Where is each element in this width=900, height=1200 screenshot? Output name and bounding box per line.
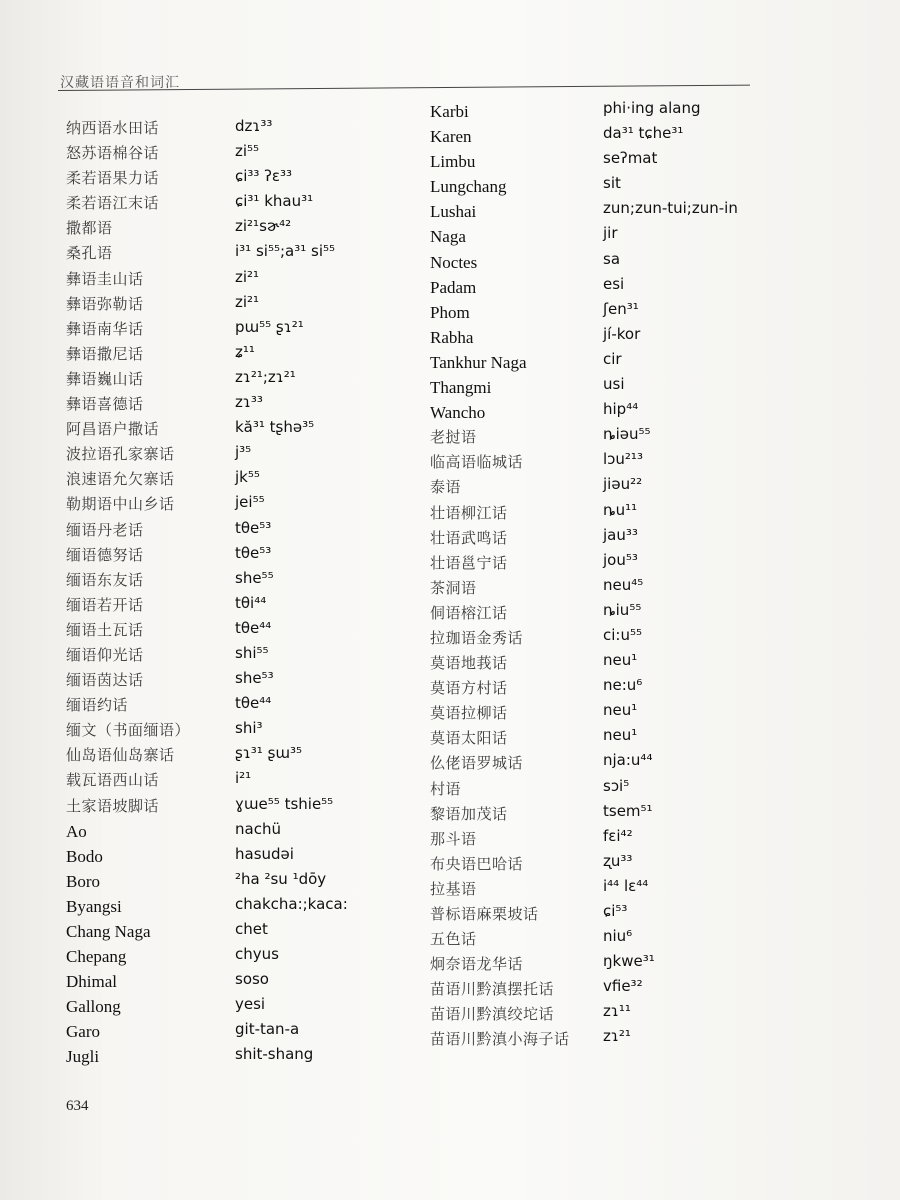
language-name: 桑孔语: [66, 244, 113, 263]
language-name: Garo: [66, 1022, 100, 1042]
word-form: neu¹: [603, 726, 638, 745]
word-form: ɕi³¹ khau³¹: [235, 192, 314, 211]
language-name: 苗语川黔滇小海子话: [430, 1030, 570, 1049]
word-form: i²¹: [235, 769, 252, 788]
word-form: zi²¹: [235, 292, 260, 311]
language-name: 仫佬语罗城话: [430, 754, 524, 773]
word-form: neu¹: [603, 701, 638, 720]
word-form: shit-shang: [235, 1045, 314, 1064]
page-number: 634: [66, 1098, 89, 1114]
word-form: usi: [603, 375, 625, 394]
language-name: Tankhur Naga: [430, 352, 527, 372]
language-name: Chang Naga: [66, 922, 151, 941]
word-form: ɣɯe⁵⁵ tshie⁵⁵: [235, 794, 334, 813]
word-form: ɕi⁵³: [603, 902, 628, 920]
language-name: 老挝语: [430, 428, 477, 447]
word-form: zi²¹: [235, 267, 260, 286]
word-form: chyus: [235, 945, 279, 964]
language-name: 彝语圭山话: [66, 269, 144, 288]
word-form: chakcha:;kaca:: [235, 894, 348, 913]
running-header: 汉藏语语音和词汇: [60, 75, 180, 91]
language-name: 阿昌语户撒话: [66, 420, 160, 439]
word-form: jou⁵³: [603, 550, 638, 569]
word-form: ʐu³³: [603, 851, 633, 870]
word-form: zɿ²¹: [603, 1027, 631, 1046]
language-name: Gallong: [66, 997, 121, 1017]
language-name: 缅语丹老话: [66, 520, 144, 539]
language-name: 布央语巴哈话: [430, 854, 524, 873]
language-name: 拉基语: [430, 879, 477, 898]
language-name: 壮语邕宁话: [430, 553, 508, 572]
word-form: sɔi⁵: [603, 776, 630, 795]
language-name: 怒苏语棉谷话: [66, 144, 160, 163]
language-name: 缅语仰光话: [66, 645, 144, 664]
language-name: 浪速语允欠寨话: [66, 470, 175, 489]
language-name: Limbu: [430, 152, 476, 172]
language-name: 炯奈语龙华话: [430, 955, 524, 974]
word-form: jí-kor: [603, 324, 641, 343]
language-name: 壮语武鸣话: [430, 528, 508, 547]
language-name: Wancho: [430, 403, 486, 423]
language-name: Boro: [66, 871, 100, 891]
word-form: sit: [603, 174, 621, 193]
word-form: she⁵³: [235, 669, 274, 688]
language-name: 黎语加茂话: [430, 804, 508, 823]
language-name: Jugli: [66, 1047, 100, 1067]
word-form: ȵu¹¹: [603, 500, 638, 519]
word-form: ʃen³¹: [603, 299, 639, 318]
language-name: 茶洞语: [430, 578, 477, 597]
language-name: 彝语喜德话: [66, 395, 144, 414]
word-form: tsem⁵¹: [603, 801, 653, 820]
word-form: niu⁶: [603, 927, 633, 946]
language-name: Ao: [66, 821, 87, 841]
word-form: i⁴⁴ lɛ⁴⁴: [603, 876, 649, 895]
word-form: tθe⁴⁴: [235, 694, 272, 713]
word-form: fɛi⁴²: [603, 826, 633, 845]
language-name: 土家语坡脚话: [66, 796, 160, 815]
word-form: j³⁵: [235, 443, 252, 462]
word-form: seʔmat: [603, 149, 658, 168]
language-name: Phom: [430, 302, 470, 322]
language-name: 莫语太阳话: [430, 729, 508, 748]
word-form: ʑ¹¹: [235, 342, 255, 361]
language-name: Rabha: [430, 327, 474, 347]
word-form: yesi: [235, 995, 266, 1014]
language-name: 莫语地莪话: [430, 654, 508, 673]
language-name: Bodo: [66, 846, 103, 866]
word-form: ne:u⁶: [603, 676, 643, 695]
word-form: pɯ⁵⁵ ʂɿ²¹: [235, 317, 304, 336]
word-form: tθe⁵³: [235, 543, 272, 562]
language-name: 五色话: [430, 930, 477, 949]
language-name: 载瓦语西山话: [66, 771, 160, 790]
word-form: tθe⁵³: [235, 518, 272, 537]
word-form: she⁵⁵: [235, 568, 274, 587]
word-form: cir: [603, 349, 622, 368]
word-form: zɿ³³: [235, 393, 263, 412]
word-form: ²ha ²su ¹dōy: [235, 869, 327, 888]
language-name: Dhimal: [66, 972, 117, 992]
word-form: jiəu²²: [603, 475, 643, 494]
word-form: ʂɿ³¹ ʂɯ³⁵: [235, 744, 303, 763]
language-name: 苗语川黔滇绞坨话: [430, 1005, 555, 1024]
word-form: shi⁵⁵: [235, 643, 269, 662]
language-name: 拉珈语金秀话: [430, 628, 524, 647]
word-form: vfie³²: [603, 977, 643, 996]
word-form: tθe⁴⁴: [235, 618, 272, 637]
language-name: 壮语柳江话: [430, 503, 508, 522]
language-name: 临高语临城话: [430, 453, 524, 472]
right-language-column: [430, 99, 570, 1053]
language-name: 纳西语水田话: [66, 119, 160, 137]
left-language-column: [66, 116, 190, 1070]
language-name: 柔若语江末话: [66, 194, 160, 213]
word-form: hasudəi: [235, 844, 294, 863]
word-form: ŋkwe³¹: [603, 952, 655, 971]
word-form: soso: [235, 970, 269, 989]
language-name: Chepang: [66, 947, 127, 967]
language-name: 那斗语: [430, 829, 477, 848]
word-form: zun;zun-tui;zun-in: [603, 199, 738, 218]
word-form: jei⁵⁵: [235, 493, 265, 512]
language-name: 缅语约话: [66, 696, 129, 715]
word-form: zɿ¹¹: [603, 1002, 631, 1021]
word-form: zi²¹sɚ⁴²: [235, 217, 292, 236]
language-name: 彝语弥勒话: [66, 294, 144, 313]
word-form: esi: [603, 274, 625, 293]
word-form: tθi⁴⁴: [235, 593, 267, 612]
word-form: neu⁴⁵: [603, 575, 644, 594]
language-name: 缅语德努话: [66, 545, 144, 564]
language-name: Noctes: [430, 252, 478, 272]
language-name: Karen: [430, 127, 472, 147]
language-name: Padam: [430, 277, 477, 297]
language-name: 村语: [430, 779, 462, 798]
language-name: 缅语若开话: [66, 595, 144, 614]
language-name: Thangmi: [430, 378, 492, 398]
word-form: ȵiəu⁵⁵: [603, 425, 651, 444]
language-name: 莫语方村话: [430, 679, 508, 698]
word-form: nachü: [235, 819, 281, 838]
language-name: Byangsi: [66, 896, 122, 916]
language-name: 泰语: [430, 478, 462, 497]
language-name: Naga: [430, 227, 466, 247]
word-form: chet: [235, 920, 268, 938]
word-form: phi·ing alang: [603, 99, 701, 117]
word-form: ci:u⁵⁵: [603, 625, 643, 644]
language-name: 撒都语: [66, 219, 113, 238]
language-name: 缅文（书面缅语）: [66, 721, 191, 740]
language-name: Lushai: [430, 202, 477, 222]
word-form: da³¹ tɕhe³¹: [603, 124, 684, 143]
left-form-column: [235, 114, 348, 1068]
word-form: zɿ²¹;zɿ²¹: [235, 367, 296, 386]
language-name: 缅语土瓦话: [66, 620, 144, 639]
word-form: ȵiu⁵⁵: [603, 600, 642, 619]
language-name: 缅语茵达话: [66, 671, 144, 690]
language-name: 彝语撒尼话: [66, 344, 144, 363]
language-name: 仙岛语仙岛寨话: [66, 746, 175, 765]
language-name: 苗语川黔滇摆托话: [430, 980, 555, 999]
word-form: jir: [603, 224, 618, 243]
language-name: 彝语南华话: [66, 319, 144, 338]
word-form: zi⁵⁵: [235, 142, 260, 161]
language-name: 波拉语孔家寨话: [66, 445, 175, 464]
word-form: nja:u⁴⁴: [603, 751, 653, 770]
word-form: jk⁵⁵: [235, 468, 260, 487]
word-form: ɕi³³ ʔɛ³³: [235, 167, 292, 186]
word-form: sa: [603, 249, 621, 268]
language-name: 侗语榕江话: [430, 603, 508, 622]
word-form: git-tan-a: [235, 1020, 300, 1039]
word-form: jau³³: [603, 525, 638, 544]
word-form: neu¹: [603, 651, 638, 670]
word-form: i³¹ si⁵⁵;a³¹ si⁵⁵: [235, 242, 336, 261]
word-form: shi³: [235, 719, 263, 738]
word-form: dzɿ³³: [235, 117, 273, 135]
word-form: lɔu²¹³: [603, 450, 643, 469]
language-name: 彝语巍山话: [66, 369, 144, 388]
word-form: kă³¹ tʂhə³⁵: [235, 418, 315, 437]
language-name: Karbi: [430, 102, 469, 121]
language-name: 缅语东友话: [66, 570, 144, 589]
language-name: Lungchang: [430, 177, 507, 197]
right-form-column: [603, 96, 738, 1050]
language-name: 普标语麻栗坡话: [430, 905, 539, 923]
language-name: 勒期语中山乡话: [66, 495, 175, 514]
language-name: 柔若语果力话: [66, 169, 160, 188]
word-form: hip⁴⁴: [603, 400, 639, 419]
language-name: 莫语拉柳话: [430, 704, 508, 723]
